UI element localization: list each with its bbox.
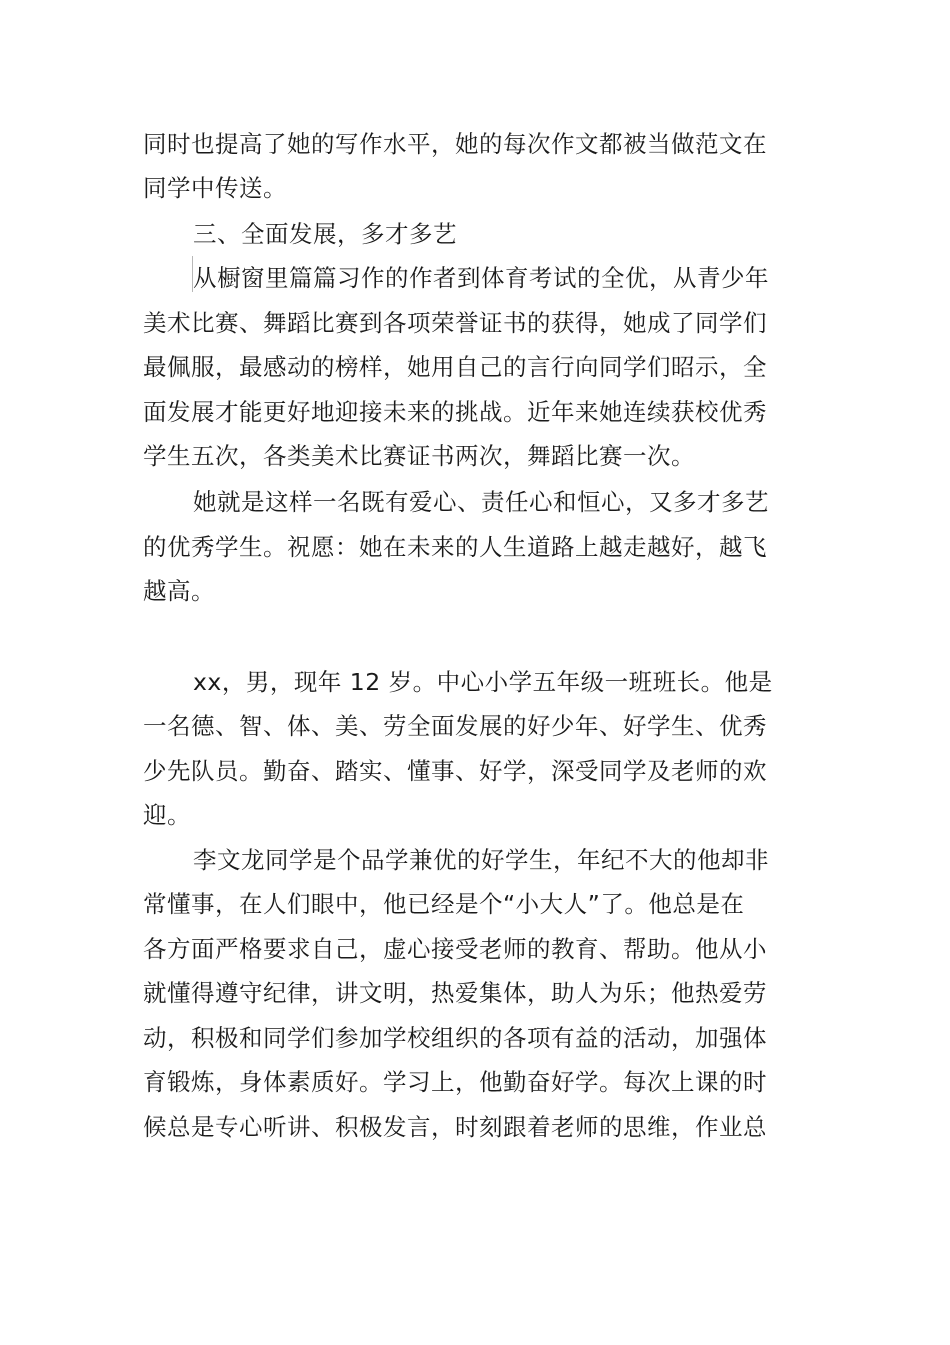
body-line: 少先队员。勤奋、踏实、懂事、好学，深受同学及老师的欢 bbox=[143, 757, 767, 785]
body-line: 同学中传送。 bbox=[143, 174, 287, 202]
body-line: 李文龙同学是个品学兼优的好学生，年纪不大的他却非 bbox=[193, 846, 769, 874]
section-heading: 三、全面发展，多才多艺 bbox=[193, 220, 457, 248]
body-line: 育锻炼，身体素质好。学习上，他勤奋好学。每次上课的时 bbox=[143, 1068, 767, 1096]
body-line: 最佩服，最感动的榜样，她用自己的言行向同学们昭示，全 bbox=[143, 353, 767, 381]
body-line: 常懂事，在人们眼中，他已经是个“小大人”了。他总是在 bbox=[143, 890, 745, 918]
body-line: 就懂得遵守纪律，讲文明，热爱集体，助人为乐；他热爱劳 bbox=[143, 979, 767, 1007]
body-line: 美术比赛、舞蹈比赛到各项荣誉证书的获得，她成了同学们 bbox=[143, 309, 767, 337]
body-line: 动，积极和同学们参加学校组织的各项有益的活动，加强体 bbox=[143, 1024, 767, 1052]
body-line: 同时也提高了她的写作水平，她的每次作文都被当做范文在 bbox=[143, 130, 767, 158]
body-line: 各方面严格要求自己，虚心接受老师的教育、帮助。他从小 bbox=[143, 935, 767, 963]
body-line: 候总是专心听讲、积极发言，时刻跟着老师的思维，作业总 bbox=[143, 1113, 767, 1141]
body-line: 从橱窗里篇篇习作的作者到体育考试的全优，从青少年 bbox=[193, 264, 769, 292]
body-line: xx，男，现年 12 岁。中心小学五年级一班班长。他是 bbox=[193, 668, 773, 696]
body-line: 一名德、智、体、美、劳全面发展的好少年、好学生、优秀 bbox=[143, 712, 767, 740]
body-line: 的优秀学生。祝愿：她在未来的人生道路上越走越好，越飞 bbox=[143, 533, 767, 561]
body-line: 越高。 bbox=[143, 577, 215, 605]
body-line: 她就是这样一名既有爱心、责任心和恒心，又多才多艺 bbox=[193, 488, 769, 516]
body-line: 学生五次，各类美术比赛证书两次，舞蹈比赛一次。 bbox=[143, 442, 695, 470]
body-line: 迎。 bbox=[143, 801, 191, 829]
body-line: 面发展才能更好地迎接未来的挑战。近年来她连续获校优秀 bbox=[143, 398, 767, 426]
